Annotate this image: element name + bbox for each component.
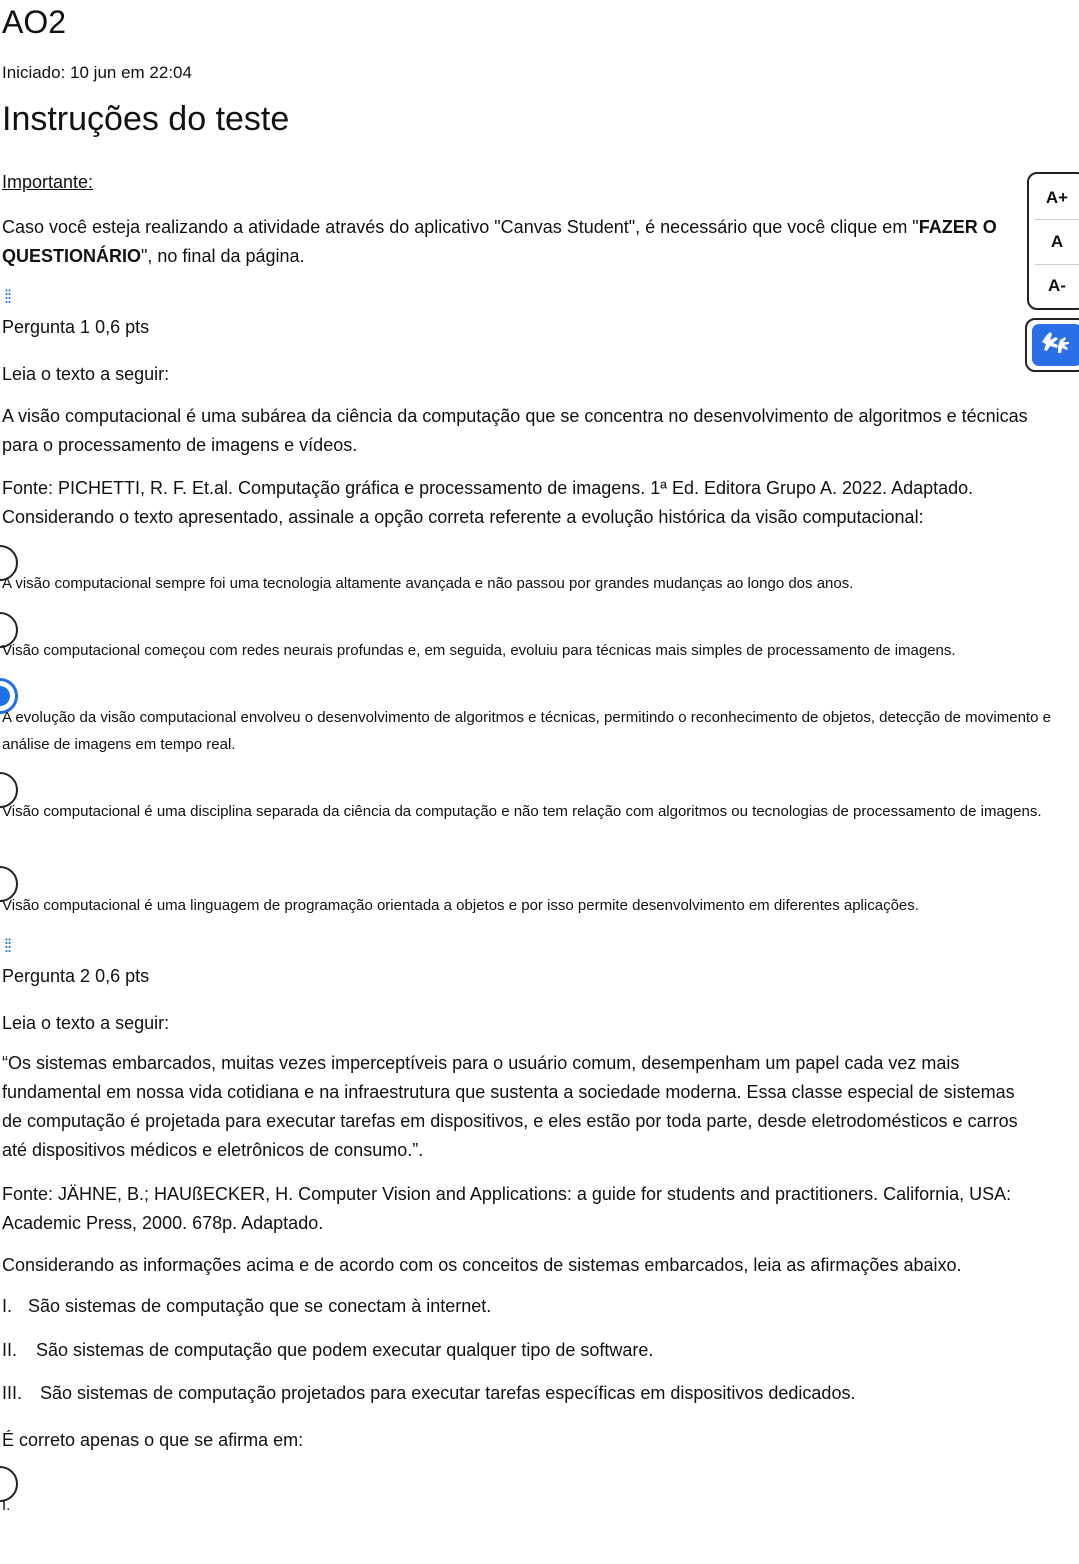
q1-option-5-label[interactable]: Visão computacional é uma linguagem de programação orientada a objetos e por isso permite desenvolvimento em diferentes aplicações. — [2, 897, 919, 914]
question-2-intro: Leia o texto a seguir: — [2, 1013, 170, 1033]
question-1-header: Pergunta 1 0,6 pts — [2, 317, 150, 337]
statement-number: II. — [2, 1340, 18, 1360]
drag-handle-icon[interactable]: ⁞⁞ — [4, 936, 11, 956]
quiz-title: AO2 — [2, 4, 67, 40]
statement-number: I. — [2, 1296, 13, 1316]
font-size-controls — [1027, 172, 1079, 310]
instructions-text — [2, 213, 1026, 271]
statement-text: São sistemas de computação que podem executar qualquer tipo de software. — [36, 1340, 654, 1360]
q1-option-2-label[interactable]: Visão computacional começou com redes neurais profundas e, em seguida, evoluiu para técnicas mais simples de processamento de imagens. — [2, 642, 956, 659]
instruction-bold: FAZER O QUESTIONÁRIO — [2, 217, 997, 266]
q1-option-3-label[interactable]: A evolução da visão computacional envolveu o desenvolvimento de algoritmos e técnicas, permitindo o reconhecimento de objetos, detecção de movimento e análise de imagens em tempo real. — [2, 709, 1051, 753]
question-1-text: A visão computacional é uma subárea da ciência da computação que se concentra no desenvolvimento de algoritmos e técnicas para o processamento de imagens e vídeos. — [2, 406, 1028, 455]
important-label: Importante: — [2, 172, 94, 192]
instruction-part-1: Caso você esteja realizando a atividade através do aplicativo "Canvas Student", é necessário que você clique em " — [2, 217, 919, 237]
question-2-header: Pergunta 2 0,6 pts — [2, 966, 150, 986]
statement-text: São sistemas de computação projetados para executar tarefas específicas em dispositivos dedicados. — [40, 1383, 856, 1403]
increase-font-button[interactable]: A+ — [1045, 188, 1069, 207]
instruction-part-2: ", no final da página. — [141, 246, 305, 266]
normal-font-button[interactable]: A — [1050, 232, 1064, 251]
question-1-prompt: Considerando o texto apresentado, assinale a opção correta referente a evolução histórica da visão computacional: — [2, 507, 924, 527]
instructions-heading: Instruções do teste — [2, 100, 290, 138]
statement-2 — [2, 1340, 653, 1361]
q2-option-1-label[interactable]: I. — [2, 1497, 11, 1514]
drag-handle-icon[interactable]: ⁞⁞ — [4, 287, 11, 307]
statement-number: III. — [2, 1383, 23, 1403]
question-1-intro: Leia o texto a seguir: — [2, 364, 170, 384]
question-2-source: Fonte: JÄHNE, B.; HAUßECKER, H. Computer Vision and Applications: a guide for students and practitioners. California, USA: Academic Press, 2000. 678p. Adaptado. — [2, 1184, 1012, 1233]
question-2-text: “Os sistemas embarcados, muitas vezes imperceptíveis para o usuário comum, desempenham um papel cada vez mais fundamental em nossa vida cotidiana e na infraestrutura que sustenta a sociedade moderna. Essa classe especial de sistemas de computação é projetada para executar tarefas em dispositivos, e eles estão por toda parte, desde eletrodomésticos e carros até dispositivos médicos e eletrônicos de consumo.”. — [2, 1053, 1018, 1160]
statement-1 — [2, 1296, 491, 1317]
q1-option-4-label[interactable]: Visão computacional é uma disciplina separada da ciência da computação e não tem relação com algoritmos ou tecnologias de processamento de imagens. — [2, 803, 1042, 820]
statement-text: São sistemas de computação que se conectam à internet. — [28, 1296, 492, 1316]
decrease-font-button[interactable]: A- — [1048, 276, 1066, 295]
question-2-prompt: Considerando as informações acima e de acordo com os conceitos de sistemas embarcados, leia as afirmações abaixo. — [2, 1255, 962, 1275]
question-1-source: Fonte: PICHETTI, R. F. Et.al. Computação gráfica e processamento de imagens. 1ª Ed. Editora Grupo A. 2022. Adaptado. — [2, 478, 974, 498]
statement-3 — [2, 1383, 855, 1404]
started-timestamp: Iniciado: 10 jun em 22:04 — [2, 63, 192, 82]
question-2-ask: É correto apenas o que se afirma em: — [2, 1430, 304, 1450]
q1-option-1-label[interactable]: A visão computacional sempre foi uma tecnologia altamente avançada e não passou por grandes mudanças ao longo dos anos. — [2, 575, 854, 592]
